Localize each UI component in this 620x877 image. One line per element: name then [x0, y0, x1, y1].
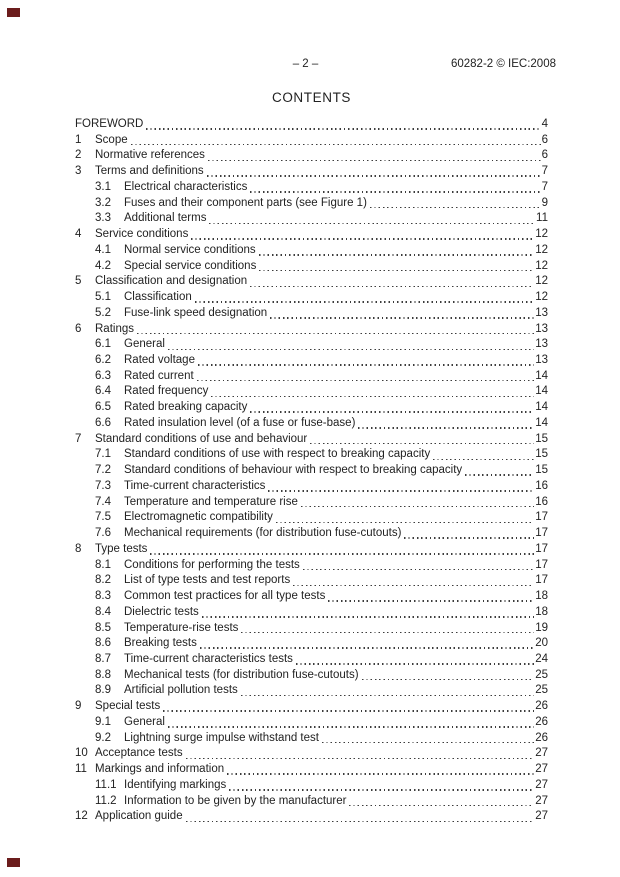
toc-entry-number: 10 — [75, 747, 88, 760]
toc-entry-page: 13 — [535, 322, 548, 335]
toc-entry-label: List of type tests and test reports — [124, 574, 291, 587]
toc-entry — [75, 400, 548, 416]
toc-entry — [75, 558, 548, 574]
toc-entry — [75, 589, 548, 605]
toc-entry-number: 3 — [75, 165, 82, 178]
toc-entry-label: Conditions for performing the tests — [124, 558, 300, 571]
dot-leader — [150, 553, 534, 555]
toc-entry-page: 17 — [535, 574, 548, 587]
toc-entry-label: Rated breaking capacity — [124, 401, 248, 414]
dot-leader — [209, 223, 535, 225]
dot-leader — [195, 301, 534, 303]
toc-entry-number: 6.3 — [95, 369, 111, 382]
toc-entry-label: Artificial pollution tests — [124, 684, 238, 697]
toc-entry-label: Special tests — [95, 700, 161, 713]
toc-entry-label: Additional terms — [124, 212, 207, 225]
toc-entry — [75, 463, 548, 479]
toc-entry-page: 24 — [535, 652, 548, 665]
dot-leader — [202, 616, 534, 618]
toc-entry — [75, 259, 548, 275]
toc-entry — [75, 369, 548, 385]
dot-leader — [328, 600, 534, 602]
toc-entry-label: Scope — [95, 133, 128, 146]
toc-entry — [75, 731, 548, 747]
toc-entry-page: 26 — [535, 731, 548, 744]
toc-entry-number: 11.1 — [95, 778, 117, 791]
toc-entry — [75, 290, 548, 306]
toc-entry — [75, 668, 548, 684]
toc-entry-label: Special service conditions — [124, 259, 257, 272]
toc-entry-number: 4 — [75, 228, 82, 241]
toc-entry-page: 7 — [541, 180, 548, 193]
toc-entry-label: Time-current characteristics — [124, 479, 266, 492]
dot-leader — [198, 364, 534, 366]
toc-entry-page: 9 — [541, 196, 548, 209]
toc-entry-label: Dielectric tests — [124, 605, 199, 618]
toc-entry-label: Standard conditions of use and behaviour — [95, 432, 308, 445]
toc-entry-number: 4.2 — [95, 259, 111, 272]
toc-entry-page: 16 — [535, 495, 548, 508]
toc-entry-number: 7.6 — [95, 527, 111, 540]
toc-entry-page: 25 — [535, 668, 548, 681]
toc-entry-number: 8.3 — [95, 590, 111, 603]
toc-entry-page: 18 — [535, 605, 548, 618]
toc-entry-number: 2 — [75, 149, 82, 162]
toc-entry-label: Electrical characteristics — [124, 180, 248, 193]
toc-entry — [75, 133, 548, 149]
toc-entry-label: Mechanical tests (for distribution fuse-cutouts) — [124, 668, 359, 681]
dot-leader — [241, 695, 534, 697]
dot-leader — [207, 175, 541, 177]
toc-entry-label: Rated current — [124, 369, 194, 382]
toc-entry-page: 17 — [535, 558, 548, 571]
toc-entry — [75, 196, 548, 212]
toc-entry-number: 6.4 — [95, 385, 111, 398]
toc-entry-label: Ratings — [95, 322, 134, 335]
toc-entry-label: FOREWORD — [75, 118, 144, 130]
toc-entry — [75, 510, 548, 526]
toc-entry-number: 7.5 — [95, 511, 111, 524]
toc-entry-page: 13 — [535, 306, 548, 319]
toc-entry-page: 26 — [535, 700, 548, 713]
toc-entry-page: 6 — [541, 133, 548, 146]
dot-leader — [303, 569, 534, 571]
toc-entry-number: 1 — [75, 133, 82, 146]
dot-leader — [301, 506, 534, 508]
toc-entry-number: 6.2 — [95, 354, 111, 367]
dot-leader — [433, 459, 534, 461]
toc-entry — [75, 416, 548, 432]
dot-leader — [191, 238, 534, 240]
toc-entry — [75, 479, 548, 495]
dot-leader — [250, 286, 534, 288]
toc-entry-label: Breaking tests — [124, 637, 197, 650]
dot-leader — [137, 333, 534, 335]
dot-leader — [259, 270, 534, 272]
toc-entry-number: 8 — [75, 542, 82, 555]
dot-leader — [322, 742, 534, 744]
toc-entry-number: 3.3 — [95, 212, 111, 225]
toc-entry-label: Fuse-link speed designation — [124, 306, 268, 319]
toc-entry-page: 13 — [535, 354, 548, 367]
toc-entry-label: Standard conditions of behaviour with respect to breaking capacity — [124, 464, 463, 477]
toc-entry-number: 7 — [75, 432, 82, 445]
toc-entry — [75, 353, 548, 369]
toc-entry-page: 12 — [535, 275, 548, 288]
toc-entry-label: Temperature and temperature rise — [124, 495, 298, 508]
toc-entry — [75, 809, 548, 825]
dot-leader — [349, 805, 534, 807]
toc-entry — [75, 180, 548, 196]
toc-entry-number: 8.9 — [95, 684, 111, 697]
toc-entry-number: 9.1 — [95, 715, 111, 728]
toc-entry-label: Terms and definitions — [95, 165, 204, 178]
toc-entry-number: 11.2 — [95, 794, 117, 807]
toc-entry-page: 14 — [535, 369, 548, 382]
toc-entry — [75, 384, 548, 400]
toc-entry-page: 27 — [535, 810, 548, 823]
toc-entry-label: Common test practices for all type tests — [124, 590, 326, 603]
toc-entry — [75, 495, 548, 511]
dot-leader — [229, 789, 534, 791]
toc-entry — [75, 447, 548, 463]
dot-leader — [146, 128, 540, 130]
toc-entry — [75, 636, 548, 652]
toc-entry — [75, 715, 548, 731]
dot-leader — [131, 144, 541, 146]
dot-leader — [362, 679, 535, 681]
scan-artifact-bottom — [7, 858, 20, 867]
dot-leader — [186, 821, 535, 823]
toc-entry — [75, 699, 548, 715]
toc-entry — [75, 306, 548, 322]
dot-leader — [163, 710, 534, 712]
toc-entry-page: 15 — [535, 448, 548, 461]
toc-entry — [75, 542, 548, 558]
toc-entry-page: 14 — [535, 416, 548, 429]
toc-entry-number: 4.1 — [95, 243, 111, 256]
toc-entry-page: 25 — [535, 684, 548, 697]
toc-entry-number: 8.5 — [95, 621, 111, 634]
page-header — [75, 58, 556, 73]
toc-entry-number: 8.1 — [95, 558, 111, 571]
toc-entry-number: 7.4 — [95, 495, 111, 508]
toc-entry-number: 7.3 — [95, 479, 111, 492]
toc-entry-number: 11 — [75, 763, 87, 776]
dot-leader — [168, 726, 534, 728]
toc-entry-page: 4 — [541, 118, 548, 130]
toc-entry-page: 27 — [535, 778, 548, 791]
toc-entry — [75, 652, 548, 668]
dot-leader — [310, 443, 534, 445]
dot-leader — [268, 490, 534, 492]
toc-entry-number: 7.1 — [95, 448, 111, 461]
toc-entry-number: 12 — [75, 810, 88, 823]
toc-entry-page: 16 — [535, 479, 548, 492]
toc-entry-page: 12 — [535, 291, 548, 304]
toc-entry-label: General — [124, 338, 165, 351]
toc-entry-label: Classification and designation — [95, 275, 248, 288]
toc-entry-number: 3.1 — [95, 180, 111, 193]
dot-leader — [465, 474, 534, 476]
toc-entry — [75, 274, 548, 290]
toc-entry — [75, 322, 548, 338]
toc-entry-number: 5.2 — [95, 306, 111, 319]
toc-entry-page: 6 — [541, 149, 548, 162]
toc-entry-page: 14 — [535, 385, 548, 398]
document-reference: 60282-2 © IEC:2008 — [450, 58, 556, 70]
toc-entry-label: Electromagnetic compatibility — [124, 511, 273, 524]
toc-entry-number: 9.2 — [95, 731, 111, 744]
toc-entry-label: Application guide — [95, 810, 183, 823]
toc-entry-page: 12 — [535, 243, 548, 256]
toc-entry-label: Information to be given by the manufacturer — [124, 794, 347, 807]
toc-entry — [75, 794, 548, 810]
toc-entry — [75, 148, 548, 164]
toc-entry-page: 14 — [535, 401, 548, 414]
toc-entry — [75, 211, 548, 227]
toc-entry — [75, 243, 548, 259]
toc-entry — [75, 573, 548, 589]
dot-leader — [404, 537, 534, 539]
toc-entry-label: Service conditions — [95, 228, 189, 241]
toc-entry-page: 13 — [535, 338, 548, 351]
toc-entry — [75, 621, 548, 637]
dot-leader — [241, 632, 534, 634]
toc-entry-label: Normal service conditions — [124, 243, 256, 256]
toc-entry-label: Rated insulation level (of a fuse or fuse-base) — [124, 416, 356, 429]
toc-entry-label: Acceptance tests — [95, 747, 183, 760]
toc-entry — [75, 778, 548, 794]
dot-leader — [186, 758, 535, 760]
table-of-contents — [75, 117, 548, 825]
toc-entry — [75, 746, 548, 762]
toc-entry-number: 8.4 — [95, 605, 111, 618]
dot-leader — [211, 396, 534, 398]
toc-entry-number: 7.2 — [95, 464, 111, 477]
toc-entry — [75, 762, 548, 778]
dot-leader — [358, 427, 534, 429]
dot-leader — [200, 647, 534, 649]
toc-entry-number: 8.2 — [95, 574, 111, 587]
dot-leader — [276, 522, 534, 524]
dot-leader — [197, 380, 535, 382]
toc-entry-label: Temperature-rise tests — [124, 621, 239, 634]
toc-entry-label: Fuses and their component parts (see Figure 1) — [124, 196, 367, 209]
toc-entry-number: 6 — [75, 322, 82, 335]
dot-leader — [370, 207, 541, 209]
toc-entry-page: 27 — [535, 794, 548, 807]
toc-entry-page: 17 — [535, 511, 548, 524]
toc-entry-label: Time-current characteristics tests — [124, 652, 293, 665]
toc-entry-number: 9 — [75, 700, 82, 713]
scan-artifact-top — [7, 8, 20, 17]
toc-entry-label: Standard conditions of use with respect to breaking capacity — [124, 448, 431, 461]
dot-leader — [227, 773, 534, 775]
toc-entry-label: Identifying markings — [124, 778, 227, 791]
toc-entry — [75, 526, 548, 542]
toc-entry-label: Type tests — [95, 542, 148, 555]
toc-entry — [75, 227, 548, 243]
toc-entry-number: 3.2 — [95, 196, 111, 209]
toc-entry-page: 18 — [535, 590, 548, 603]
toc-entry-page: 19 — [535, 621, 548, 634]
toc-entry-page: 20 — [535, 637, 548, 650]
dot-leader — [270, 317, 534, 319]
toc-entry — [75, 117, 548, 133]
toc-entry-label: Lightning surge impulse withstand test — [124, 731, 319, 744]
toc-entry-label: Rated voltage — [124, 354, 195, 367]
toc-entry — [75, 432, 548, 448]
dot-leader — [296, 663, 534, 665]
page-number: – 2 – — [292, 58, 319, 70]
toc-entry-label: Rated frequency — [124, 385, 209, 398]
toc-entry-page: 15 — [535, 464, 548, 477]
dot-leader — [208, 160, 541, 162]
toc-entry-page: 7 — [541, 165, 548, 178]
toc-entry-page: 26 — [535, 715, 548, 728]
toc-entry-number: 8.8 — [95, 668, 111, 681]
dot-leader — [293, 585, 534, 587]
toc-entry-number: 5 — [75, 275, 82, 288]
toc-entry — [75, 337, 548, 353]
toc-entry-label: General — [124, 715, 165, 728]
toc-entry-label: Markings and information — [95, 763, 225, 776]
toc-entry-page: 12 — [535, 228, 548, 241]
dot-leader — [168, 349, 534, 351]
toc-entry-label: Mechanical requirements (for distribution fuse-cutouts) — [124, 527, 402, 540]
toc-entry-page: 12 — [535, 259, 548, 272]
toc-entry-page: 27 — [535, 747, 548, 760]
toc-entry-page: 15 — [535, 432, 548, 445]
toc-entry-page: 17 — [535, 542, 548, 555]
toc-entry — [75, 683, 548, 699]
toc-entry-page: 27 — [535, 763, 548, 776]
dot-leader — [259, 254, 535, 256]
toc-entry-number: 5.1 — [95, 291, 111, 304]
dot-leader — [250, 191, 540, 193]
toc-entry — [75, 164, 548, 180]
toc-entry-page: 11 — [536, 212, 548, 225]
dot-leader — [250, 411, 534, 413]
toc-entry-label: Classification — [124, 291, 192, 304]
toc-entry-number: 8.6 — [95, 637, 111, 650]
toc-entry-number: 6.1 — [95, 338, 111, 351]
contents-heading: CONTENTS — [271, 90, 352, 105]
toc-entry — [75, 605, 548, 621]
toc-entry-label: Normative references — [95, 149, 205, 162]
toc-entry-number: 6.6 — [95, 416, 111, 429]
toc-entry-page: 17 — [535, 527, 548, 540]
toc-entry-number: 6.5 — [95, 401, 111, 414]
toc-entry-number: 8.7 — [95, 652, 111, 665]
